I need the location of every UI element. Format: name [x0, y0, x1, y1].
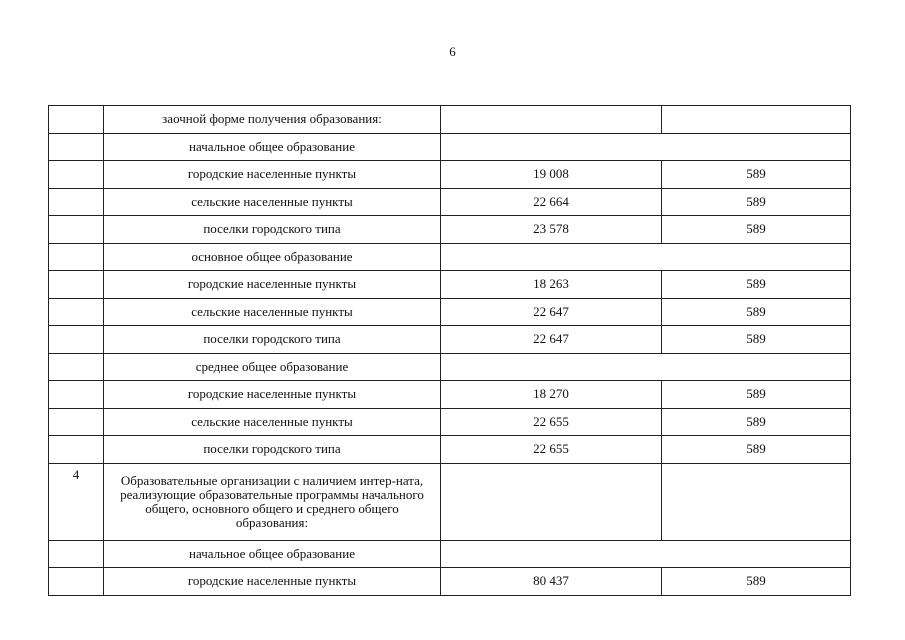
row-label-cell: сельские населенные пункты [104, 188, 441, 216]
value-cell-2: 589 [662, 326, 851, 354]
row-label-cell: поселки городского типа [104, 216, 441, 244]
table-row [49, 568, 851, 596]
value-cell-1: 22 664 [441, 188, 662, 216]
value-cell-1: 18 263 [441, 271, 662, 299]
empty-merged-cell [441, 353, 851, 381]
row-number-cell [49, 540, 104, 568]
value-cell-2: 589 [662, 298, 851, 326]
value-cell-1: 22 655 [441, 436, 662, 464]
group-label-cell: начальное общее образование [104, 540, 441, 568]
value-cell-2 [662, 106, 851, 134]
value-cell-1: 19 008 [441, 161, 662, 189]
table-row [49, 326, 851, 354]
value-cell-1: 22 647 [441, 326, 662, 354]
value-cell-1: 18 270 [441, 381, 662, 409]
row-label-cell: городские населенные пункты [104, 568, 441, 596]
row-label-cell: заочной форме получения образования: [104, 106, 441, 134]
row-number-cell [49, 106, 104, 134]
row-label-cell: городские населенные пункты [104, 161, 441, 189]
empty-merged-cell [441, 540, 851, 568]
value-cell-1: 22 647 [441, 298, 662, 326]
empty-merged-cell [441, 243, 851, 271]
row-label-cell: городские населенные пункты [104, 271, 441, 299]
tariff-table [48, 105, 851, 596]
row-number-cell [49, 353, 104, 381]
row-number-cell: 4 [49, 463, 104, 540]
value-cell-2: 589 [662, 161, 851, 189]
table-row [49, 216, 851, 244]
table-row [49, 106, 851, 134]
row-label-cell: городские населенные пункты [104, 381, 441, 409]
value-cell-2: 589 [662, 381, 851, 409]
row-number-cell [49, 133, 104, 161]
table-row [49, 271, 851, 299]
value-cell-1: 80 437 [441, 568, 662, 596]
table-row [49, 298, 851, 326]
row-number-cell [49, 381, 104, 409]
empty-merged-cell [441, 133, 851, 161]
table-group-row [49, 353, 851, 381]
value-cell-1 [441, 463, 662, 540]
group-label-cell: среднее общее образование [104, 353, 441, 381]
row-number-cell [49, 298, 104, 326]
row-label-cell: Образовательные организации с наличием интер-ната, реализующие образовательные программы начального общего, основного общего и среднего общего образования: [104, 463, 441, 540]
table-row [49, 408, 851, 436]
table-group-row [49, 243, 851, 271]
table-row [49, 463, 851, 540]
row-label-cell: поселки городского типа [104, 326, 441, 354]
row-number-cell [49, 161, 104, 189]
value-cell-2: 589 [662, 408, 851, 436]
table-body [49, 106, 851, 596]
value-cell-2: 589 [662, 568, 851, 596]
table-row [49, 161, 851, 189]
row-number-cell [49, 326, 104, 354]
row-number-cell [49, 216, 104, 244]
table-group-row [49, 133, 851, 161]
value-cell-2: 589 [662, 216, 851, 244]
page-number: 6 [449, 44, 456, 59]
value-cell-1 [441, 106, 662, 134]
row-number-cell [49, 568, 104, 596]
row-label-cell: сельские населенные пункты [104, 408, 441, 436]
table-row [49, 381, 851, 409]
row-number-cell [49, 408, 104, 436]
value-cell-2 [662, 463, 851, 540]
row-number-cell [49, 188, 104, 216]
row-label-cell: сельские населенные пункты [104, 298, 441, 326]
table-row [49, 188, 851, 216]
row-number-cell [49, 436, 104, 464]
value-cell-2: 589 [662, 188, 851, 216]
group-label-cell: основное общее образование [104, 243, 441, 271]
value-cell-1: 22 655 [441, 408, 662, 436]
table-group-row [49, 540, 851, 568]
value-cell-2: 589 [662, 271, 851, 299]
row-label-cell: поселки городского типа [104, 436, 441, 464]
group-label-cell: начальное общее образование [104, 133, 441, 161]
row-number-cell [49, 271, 104, 299]
row-number-cell [49, 243, 104, 271]
table-row [49, 436, 851, 464]
value-cell-1: 23 578 [441, 216, 662, 244]
value-cell-2: 589 [662, 436, 851, 464]
